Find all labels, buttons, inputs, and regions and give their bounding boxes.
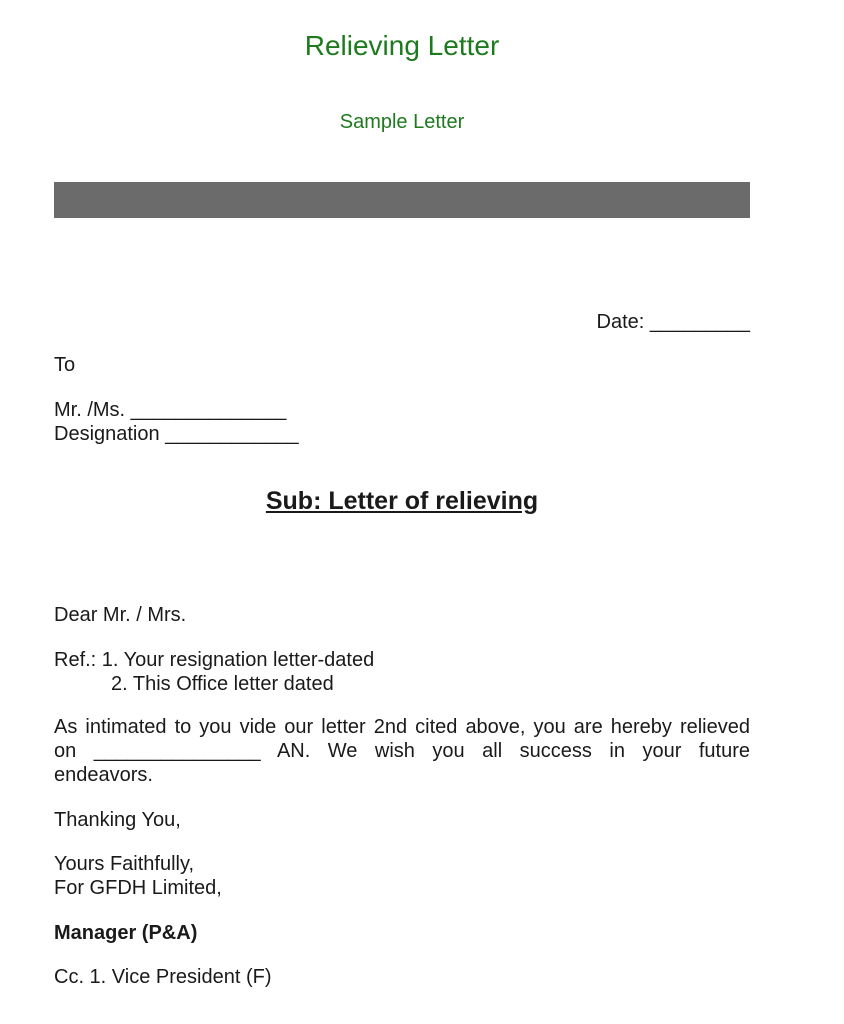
document-title: Relieving Letter xyxy=(304,30,500,61)
recipient-designation: Designation ____________ xyxy=(54,423,299,445)
closing-line: Thanking You, xyxy=(54,809,181,831)
body-line: endeavors. xyxy=(54,764,153,786)
company-name: For GFDH Limited, xyxy=(54,877,222,899)
subject-line: Sub: Letter of relieving xyxy=(265,487,539,515)
body-line: on _______________ AN. We wish you all success in your future xyxy=(54,740,750,762)
header-bar xyxy=(54,182,750,218)
recipient-name: Mr. /Ms. ______________ xyxy=(54,399,287,421)
salutation: Dear Mr. / Mrs. xyxy=(54,604,187,626)
carbon-copy: Cc. 1. Vice President (F) xyxy=(54,966,272,988)
signatory: Manager (P&A) xyxy=(54,922,198,944)
reference-line-2: 2. This Office letter dated xyxy=(111,673,334,695)
document-subtitle: Sample Letter xyxy=(339,111,465,133)
sign-off: Yours Faithfully, xyxy=(54,853,195,875)
body-paragraph xyxy=(54,715,750,787)
to-label: To xyxy=(54,354,76,376)
date-field: Date: _________ xyxy=(596,311,750,333)
body-line: As intimated to you vide our letter 2nd cited above, you are hereby relieved xyxy=(54,716,750,738)
reference-line-1: Ref.: 1. Your resignation letter-dated xyxy=(54,649,375,671)
